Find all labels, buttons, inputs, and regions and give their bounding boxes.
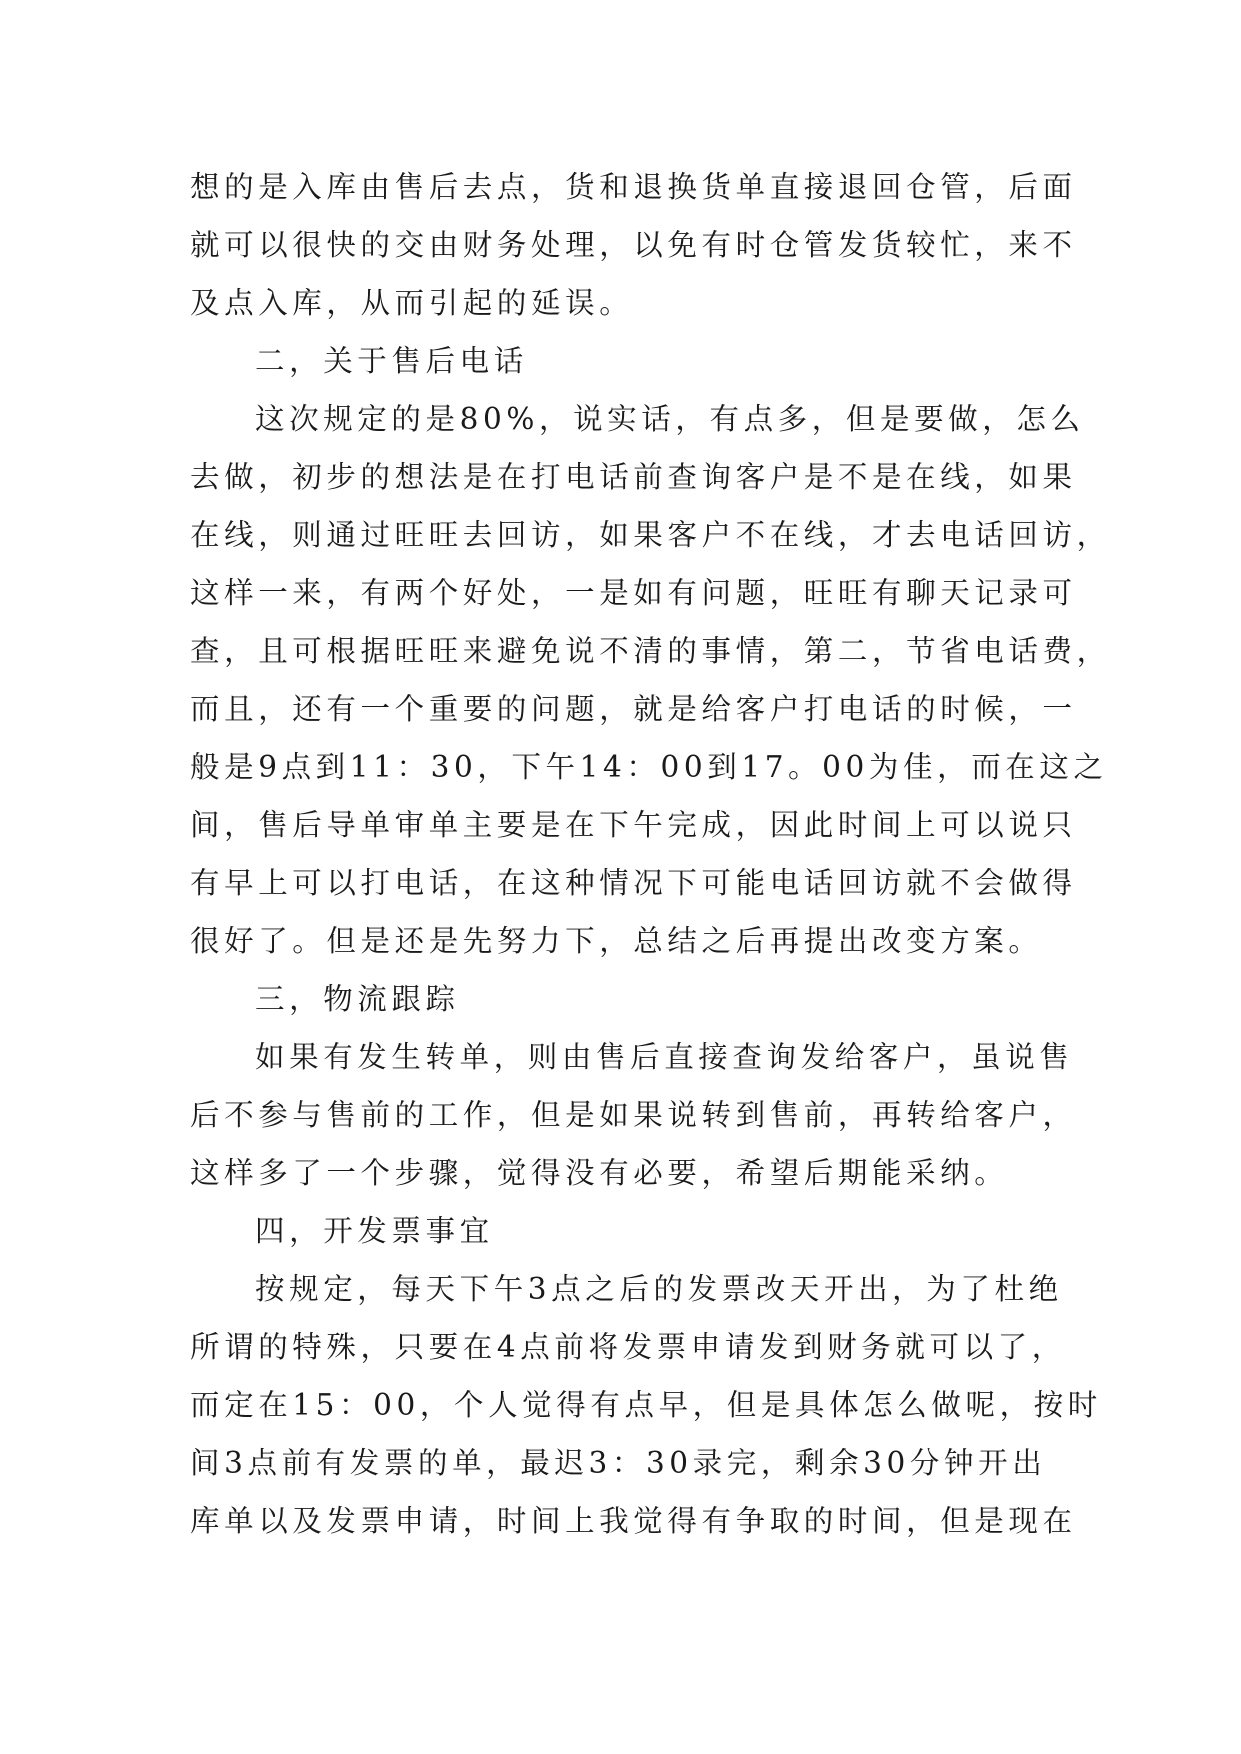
text-line: 很好了。但是还是先努力下，总结之后再提出改变方案。 (190, 924, 1043, 958)
text-line: 后不参与售前的工作，但是如果说转到售前，再转给客户， (190, 1098, 1077, 1132)
text-line: 这样一来，有两个好处，一是如有问题，旺旺有聊天记录可 (190, 576, 1077, 610)
text-line: 有早上可以打电话，在这种情况下可能电话回访就不会做得 (190, 866, 1077, 900)
text-line: 间，售后导单审单主要是在下午完成，因此时间上可以说只 (190, 808, 1077, 842)
text-line: 库单以及发票申请，时间上我觉得有争取的时间，但是现在 (190, 1504, 1077, 1538)
text-line: 去做，初步的想法是在打电话前查询客户是不是在线，如果 (190, 460, 1077, 494)
text-line: 间3点前有发票的单，最迟3：30录完，剩余30分钟开出 (190, 1446, 1047, 1480)
text-line: 而定在15：00，个人觉得有点早，但是具体怎么做呢，按时 (190, 1388, 1102, 1422)
paragraph-first-line: 这次规定的是80%，说实话，有点多，但是要做，怎么 (255, 402, 1085, 436)
section-heading: 四，开发票事宜 (255, 1214, 494, 1248)
text-line: 查，且可根据旺旺来避免说不清的事情，第二，节省电话费， (190, 634, 1111, 668)
section-heading: 二，关于售后电话 (255, 344, 528, 378)
text-line: 这样多了一个步骤，觉得没有必要，希望后期能采纳。 (190, 1156, 1009, 1190)
text-line: 在线，则通过旺旺去回访，如果客户不在线，才去电话回访， (190, 518, 1111, 552)
text-line: 所谓的特殊，只要在4点前将发票申请发到财务就可以了， (190, 1330, 1066, 1364)
text-line: 就可以很快的交由财务处理，以免有时仓管发货较忙，来不 (190, 228, 1077, 262)
text-line: 及点入库，从而引起的延误。 (190, 286, 634, 320)
text-line: 而且，还有一个重要的问题，就是给客户打电话的时候，一 (190, 692, 1077, 726)
paragraph-first-line: 如果有发生转单，则由售后直接查询发给客户，虽说售 (255, 1040, 1074, 1074)
paragraph-first-line: 按规定，每天下午3点之后的发票改天开出，为了杜绝 (255, 1272, 1063, 1306)
section-heading: 三，物流跟踪 (255, 982, 460, 1016)
text-line: 想的是入库由售后去点，货和退换货单直接退回仓管，后面 (190, 170, 1077, 204)
text-line: 般是9点到11：30，下午14：00到17。00为佳，而在这之 (190, 750, 1108, 784)
document-body (190, 158, 1111, 1550)
